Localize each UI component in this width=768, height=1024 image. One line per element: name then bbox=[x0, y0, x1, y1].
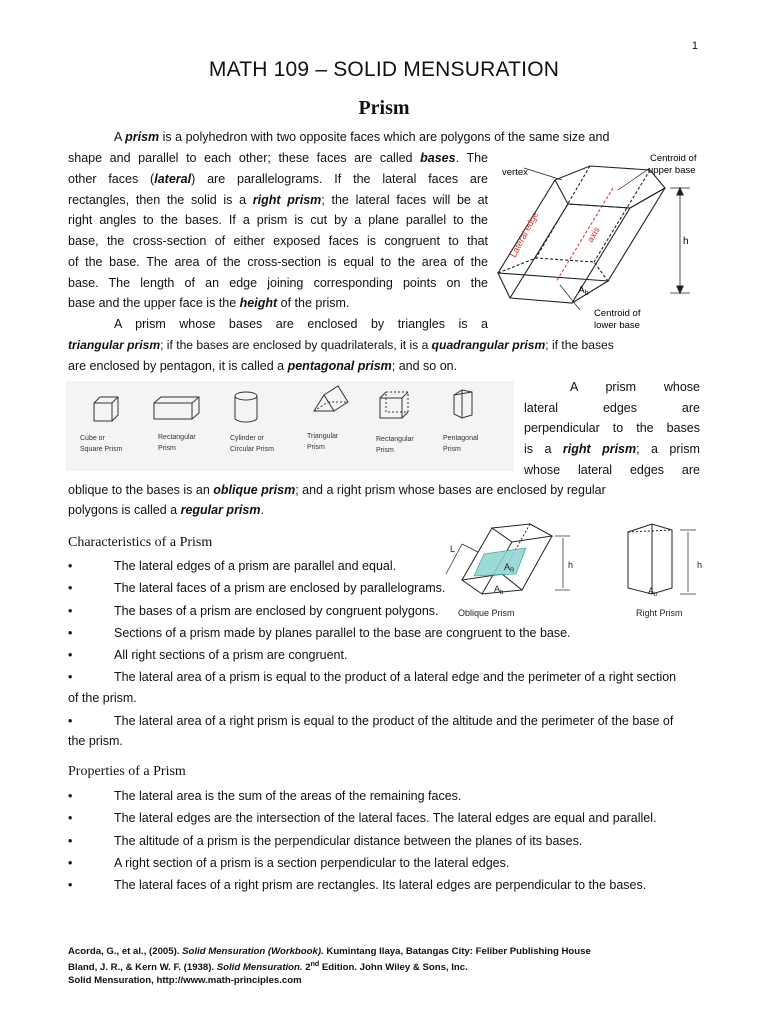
base-area-label: $A_b$ bbox=[578, 285, 589, 297]
intro-line bbox=[68, 169, 488, 190]
list-item: • A right section of a prism is a section perpendicular to the lateral edges. bbox=[68, 853, 690, 874]
intro-line bbox=[68, 190, 488, 211]
term-right-prism: right prism bbox=[252, 193, 322, 207]
list-item: • All right sections of a prism are congruent. bbox=[68, 645, 690, 666]
text: ; the lateral faces will be at bbox=[321, 193, 489, 207]
term-quadrangular-prism: quadrangular prism bbox=[431, 338, 546, 352]
list-item: • The lateral edges of a prism are parallel and equal. bbox=[68, 556, 690, 577]
text: base and the upper face is the bbox=[68, 296, 240, 310]
list-item: • The lateral edges are the intersection of the lateral faces. The lateral edges are equal and parallel. bbox=[68, 808, 690, 829]
text: ; if the bases bbox=[545, 338, 614, 352]
intro-line: base. The length of an edge joining corresponding points on the bbox=[68, 276, 488, 290]
shape-label: Rectangular bbox=[158, 434, 196, 441]
right-prism-text bbox=[524, 377, 700, 398]
text: ) are parallelograms. If the lateral faces are bbox=[191, 172, 488, 186]
term-lateral: lateral bbox=[154, 172, 192, 186]
lateral-edge-L-label: L bbox=[450, 544, 456, 554]
bullet: • bbox=[68, 789, 73, 803]
term-prism: prism bbox=[125, 130, 160, 144]
intro-line bbox=[68, 293, 488, 314]
bullet: • bbox=[68, 855, 73, 870]
text: ; if the bases are enclosed by quadrilaterals, it is a bbox=[160, 338, 432, 352]
bullet: • bbox=[68, 713, 73, 728]
text: . The bbox=[455, 151, 489, 165]
shape-label: Prism bbox=[307, 444, 325, 451]
term-pentagonal-prism: pentagonal prism bbox=[287, 359, 392, 373]
text: ; and so on. bbox=[391, 359, 458, 373]
right-prism-text: whose lateral edges are bbox=[524, 463, 700, 477]
characteristics-list bbox=[68, 556, 690, 754]
right-prism-text: lateral edges are bbox=[524, 401, 700, 415]
list-item: • The lateral faces of a right prism are rectangles. Its lateral edges are perpendicular to the bases. bbox=[68, 875, 690, 896]
text: ; a prism bbox=[636, 442, 700, 456]
right-prism-label: Right Prism bbox=[636, 608, 683, 618]
bullet: • bbox=[68, 648, 73, 663]
text: polygons is called a bbox=[68, 503, 181, 517]
lateral-edge-label: Lateral edge bbox=[507, 210, 541, 259]
height-label: h bbox=[697, 560, 703, 570]
right-prism-text bbox=[524, 439, 700, 460]
centroid-upper-label: upper base bbox=[648, 165, 696, 176]
intro-line: A prism whose bases are enclosed by triangles is a bbox=[114, 317, 488, 331]
document-title: MATH 109 – SOLID MENSURATION bbox=[208, 58, 560, 81]
text: other faces ( bbox=[68, 172, 155, 186]
intro-line bbox=[68, 148, 488, 169]
shape-label: Rectangular bbox=[376, 436, 414, 443]
properties-list bbox=[68, 786, 690, 897]
intro-line: base, the cross-section of either exposed faces is congruent to that bbox=[68, 234, 488, 248]
text: A prism whose bbox=[570, 380, 700, 394]
base-area-label: $A_b$ bbox=[494, 584, 504, 596]
prism-types-figure bbox=[66, 381, 514, 471]
term-regular-prism: regular prism bbox=[180, 503, 261, 517]
term-triangular-prism: triangular prism bbox=[68, 338, 161, 352]
bullet: • bbox=[68, 559, 73, 573]
text: is a polyhedron with two opposite faces which are polygons of the same size and bbox=[159, 130, 610, 144]
centroid-lower-label: lower base bbox=[594, 320, 640, 331]
list-item: • The lateral faces of a prism are enclosed by parallelograms. bbox=[68, 578, 690, 599]
term-oblique-prism: oblique prism bbox=[213, 483, 296, 497]
bullet: • bbox=[68, 581, 73, 596]
list-item: • The lateral area of a right prism is equal to the product of the altitude and the perimeter of the base of the prism. bbox=[68, 711, 690, 753]
text: are enclosed by pentagon, it is called a bbox=[68, 359, 288, 373]
shape-label: Prism bbox=[158, 445, 176, 452]
centroid-lower-label: Centroid of bbox=[594, 308, 641, 319]
list-item: • The altitude of a prism is the perpendicular distance between the planes of its bases. bbox=[68, 831, 690, 852]
bullet: • bbox=[68, 625, 73, 640]
height-label: h bbox=[568, 560, 574, 570]
text: ; and a right prism whose bases are enclosed by regular bbox=[295, 483, 606, 497]
text: shape and parallel to each other; these faces are called bbox=[68, 151, 421, 165]
term-height: height bbox=[239, 296, 278, 310]
reference-item: Bland, J. R., & Kern W. F. (1938). Solid Mensuration. 2nd Edition. John Wiley & Sons, Inc. bbox=[68, 961, 468, 974]
list-item: • Sections of a prism made by planes parallel to the base are congruent to the base. bbox=[68, 623, 690, 644]
bullet: • bbox=[68, 811, 73, 826]
bullet: • bbox=[68, 878, 73, 893]
intro-line bbox=[68, 335, 702, 356]
base-area-label: $A_b$ bbox=[648, 586, 658, 598]
characteristics-heading: Characteristics of a Prism bbox=[68, 535, 213, 550]
intro-line bbox=[68, 356, 702, 377]
intro-line: right angles to the bases. If a prism is cut by a plane parallel to the bbox=[68, 213, 488, 227]
shape-label: Pentagonal bbox=[443, 435, 479, 442]
bullet: • bbox=[68, 833, 73, 848]
text: A bbox=[114, 130, 126, 144]
axis-label: axis bbox=[585, 225, 602, 244]
properties-heading: Properties of a Prism bbox=[68, 764, 186, 779]
text: of the prism. bbox=[277, 296, 350, 310]
right-section-area-label: $A_R$ bbox=[504, 562, 515, 574]
term-right-prism: right prism bbox=[562, 442, 637, 456]
lower-base bbox=[498, 273, 608, 303]
oblique-prism-diagram bbox=[490, 148, 712, 338]
centroid-upper-label: Centroid of bbox=[650, 153, 697, 164]
shape-label: Cylinder or bbox=[230, 435, 264, 442]
reference-item: Solid Mensuration, http://www.math-principles.com bbox=[68, 975, 302, 987]
section-title: Prism bbox=[358, 97, 410, 119]
references bbox=[68, 945, 591, 987]
shape-label: Prism bbox=[376, 447, 394, 454]
intro-line bbox=[68, 127, 688, 148]
shape-label: Triangular bbox=[307, 433, 339, 440]
vertex-label: vertex bbox=[502, 167, 528, 178]
right-prism-text: perpendicular to the bases bbox=[524, 421, 700, 435]
text: . bbox=[260, 503, 264, 517]
text: is a bbox=[524, 442, 563, 456]
intro-line: of the base. The area of the cross-section is equal to the area of the bbox=[68, 255, 488, 269]
list-item: • The lateral area of a prism is equal to the product of a lateral edge and the perimeter of a right section of the prism. bbox=[68, 667, 690, 709]
text: oblique to the bases is an bbox=[68, 483, 214, 497]
list-item: • The bases of a prism are enclosed by congruent polygons. bbox=[68, 601, 690, 622]
list-item: • The lateral area is the sum of the areas of the remaining faces. bbox=[68, 786, 690, 807]
term-bases: bases bbox=[420, 151, 456, 165]
oblique-prism-label: Oblique Prism bbox=[458, 608, 515, 618]
bullet: • bbox=[68, 603, 73, 618]
page-number: 1 bbox=[691, 40, 698, 52]
reference-item: Acorda, G., et al., (2005). Solid Mensuration (Workbook). Kumintang Ilaya, Batangas City: Feliber Publishing House bbox=[68, 946, 591, 957]
axis-line bbox=[556, 188, 613, 282]
height-label: h bbox=[683, 236, 689, 247]
text: rectangles, then the solid is a bbox=[68, 193, 253, 207]
bullet: • bbox=[68, 670, 73, 685]
shape-label: Circular Prism bbox=[230, 446, 274, 453]
shape-label: Square Prism bbox=[80, 446, 123, 453]
shape-label: Prism bbox=[443, 446, 461, 453]
oblique-prism-text bbox=[68, 480, 702, 501]
shape-label: Cube or bbox=[80, 435, 105, 442]
